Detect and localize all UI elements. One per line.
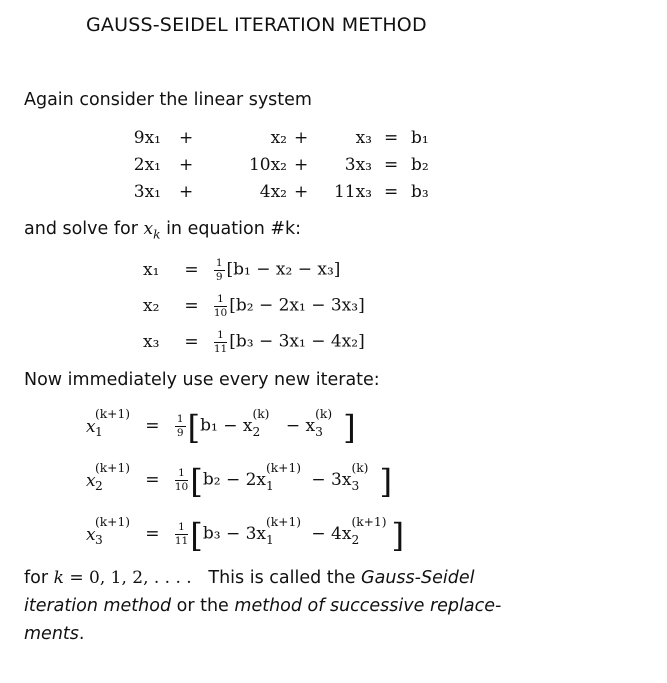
solve-text [24, 219, 302, 242]
intro-text: Again consider the linear system [24, 90, 312, 110]
left-bracket: [ [190, 462, 203, 501]
footer-range: = 0, 1, 2, . . . . [63, 568, 192, 588]
footer-line-1 [24, 568, 474, 588]
fraction-denominator: 11 [174, 534, 189, 547]
system-term: 4x₂ [259, 182, 287, 202]
equals-sign: = [145, 415, 160, 436]
system-term: x₂ [270, 128, 287, 148]
fraction [175, 414, 186, 438]
term-sup: (k+1) [266, 515, 301, 529]
iterate-term [285, 407, 343, 439]
footer-for: for [24, 568, 54, 588]
system-term: 11x₃ [333, 182, 372, 202]
term-sup: (k+1) [351, 515, 387, 529]
term-coeff: − x [285, 415, 316, 436]
solved-eq-3 [143, 330, 365, 354]
iterate-lhs: x (k+1) 1 [86, 407, 130, 439]
equals-sign: = [184, 331, 199, 352]
system-op: + [294, 155, 309, 175]
footer-line-3 [24, 624, 84, 644]
iterate-lhs: x (k+1) 2 [86, 461, 130, 493]
iterate-b: b₃ [202, 523, 221, 544]
system-op: + [179, 155, 194, 175]
system-equals: = [384, 182, 399, 202]
fraction-numerator: 1 [175, 522, 188, 535]
iterate-eq-2 [86, 461, 393, 501]
fraction-denominator: 11 [213, 342, 228, 355]
term-scripts [351, 461, 379, 494]
footer-gauss-seidel: Gauss-Seidel [361, 568, 475, 588]
footer-iteration-method: iteration method [24, 596, 172, 616]
iterate-lhs-sup: (k+1) [95, 515, 130, 529]
system-op: + [294, 182, 309, 202]
term-sub: 1 [266, 479, 274, 493]
solved-eq-1 [143, 258, 340, 282]
right-bracket: ] [391, 516, 405, 555]
footer-called: This is called the [191, 568, 362, 588]
right-bracket: ] [379, 462, 393, 501]
equals-sign: = [184, 259, 199, 280]
system-op: + [294, 128, 309, 148]
solve-text-colon: : [295, 219, 302, 239]
left-bracket: [ [190, 516, 203, 555]
right-bracket: ] [343, 408, 356, 447]
solved-rhs: [b₂ − 2x₁ − 3x₃] [229, 295, 365, 316]
fraction [175, 522, 188, 546]
fraction-denominator: 9 [176, 426, 184, 439]
solved-rhs: [b₃ − 3x₁ − 4x₂] [229, 331, 365, 352]
fraction [214, 294, 227, 318]
system-term: 2x₁ [133, 155, 161, 175]
iterate-eq-3 [86, 515, 405, 555]
term-sup: (k+1) [266, 461, 301, 475]
left-bracket: [ [187, 408, 201, 447]
footer-k: k [53, 568, 64, 588]
term-coeff: − x [223, 415, 253, 436]
system-op: + [179, 128, 194, 148]
fraction [214, 330, 227, 354]
iterate-lhs-sub: 1 [95, 425, 103, 439]
fraction-numerator: 1 [214, 294, 227, 307]
solve-var [143, 219, 161, 242]
iterate-term [311, 461, 379, 493]
term-sub: 1 [266, 533, 274, 547]
fraction-denominator: 9 [215, 270, 223, 283]
system-equals: = [384, 155, 399, 175]
iterate-lhs-sub: 3 [95, 533, 103, 547]
linear-system [0, 128, 667, 212]
fraction-numerator: 1 [214, 330, 227, 343]
iterate-term [311, 515, 391, 547]
term-coeff: − 3x [311, 469, 352, 490]
term-scripts [266, 515, 306, 548]
fraction-numerator: 1 [176, 412, 184, 425]
system-op: + [179, 182, 194, 202]
iterate-term [223, 407, 280, 439]
solve-text-after: in equation # [160, 219, 286, 239]
iterate-lhs-sub: 2 [95, 479, 103, 493]
term-scripts [252, 407, 280, 440]
term-sup: (k) [351, 461, 369, 475]
footer-ments: ments [24, 624, 79, 644]
term-sub: 3 [315, 425, 323, 439]
solved-lhs: x₂ [143, 295, 160, 316]
term-scripts [351, 515, 391, 548]
fraction-numerator: 1 [175, 468, 188, 481]
footer-period: . [78, 624, 85, 644]
term-coeff: − 4x [311, 523, 352, 544]
iterate-term [225, 461, 306, 493]
system-rhs: b₂ [411, 155, 429, 175]
iterate-lhs: x (k+1) 3 [86, 515, 130, 547]
system-rhs: b₁ [411, 128, 429, 148]
footer-line-2 [24, 596, 501, 616]
now-text: Now immediately use every new iterate: [24, 370, 380, 390]
solve-var-sub: k [153, 227, 161, 242]
iterate-b: b₁ [200, 415, 218, 436]
term-sub: 2 [351, 533, 360, 547]
equals-sign: = [184, 295, 199, 316]
system-term: 3x₃ [344, 155, 372, 175]
solved-lhs: x₃ [143, 331, 160, 352]
term-sub: 3 [351, 479, 360, 493]
solved-lhs: x₁ [143, 259, 160, 280]
system-term: 9x₁ [133, 128, 161, 148]
fraction [175, 468, 188, 492]
footer-successive: method of successive replace- [234, 596, 502, 616]
system-term: 3x₁ [133, 182, 161, 202]
solve-text-k: k [285, 219, 296, 239]
term-coeff: − 2x [225, 469, 266, 490]
solved-eq-2 [143, 294, 365, 318]
equals-sign: = [145, 523, 160, 544]
term-scripts [315, 407, 343, 440]
iterate-term [225, 515, 306, 547]
fraction-numerator: 1 [215, 257, 223, 269]
fraction-denominator: 10 [213, 306, 228, 319]
iterate-b: b₂ [202, 469, 221, 490]
term-scripts [266, 461, 306, 494]
system-term: x₃ [355, 128, 372, 148]
fraction-denominator: 10 [174, 480, 189, 493]
iterate-eq-1 [86, 407, 356, 447]
equals-sign: = [145, 469, 160, 490]
page-title: GAUSS-SEIDEL ITERATION METHOD [86, 14, 427, 36]
solved-rhs: [b₁ − x₂ − x₃] [226, 259, 341, 280]
term-sup: (k) [252, 407, 270, 421]
solve-text-before: and solve for [24, 219, 144, 239]
term-coeff: − 3x [225, 523, 266, 544]
term-sup: (k) [315, 407, 333, 421]
iterate-lhs-sup: (k+1) [95, 461, 130, 475]
system-equals: = [384, 128, 399, 148]
system-rhs: b₃ [411, 182, 429, 202]
solve-var-letter: x [143, 219, 154, 239]
term-sub: 2 [252, 425, 261, 439]
footer-or-the: or the [171, 596, 235, 616]
system-term: 10x₂ [248, 155, 287, 175]
fraction [214, 258, 225, 282]
iterate-lhs-sup: (k+1) [95, 407, 130, 421]
